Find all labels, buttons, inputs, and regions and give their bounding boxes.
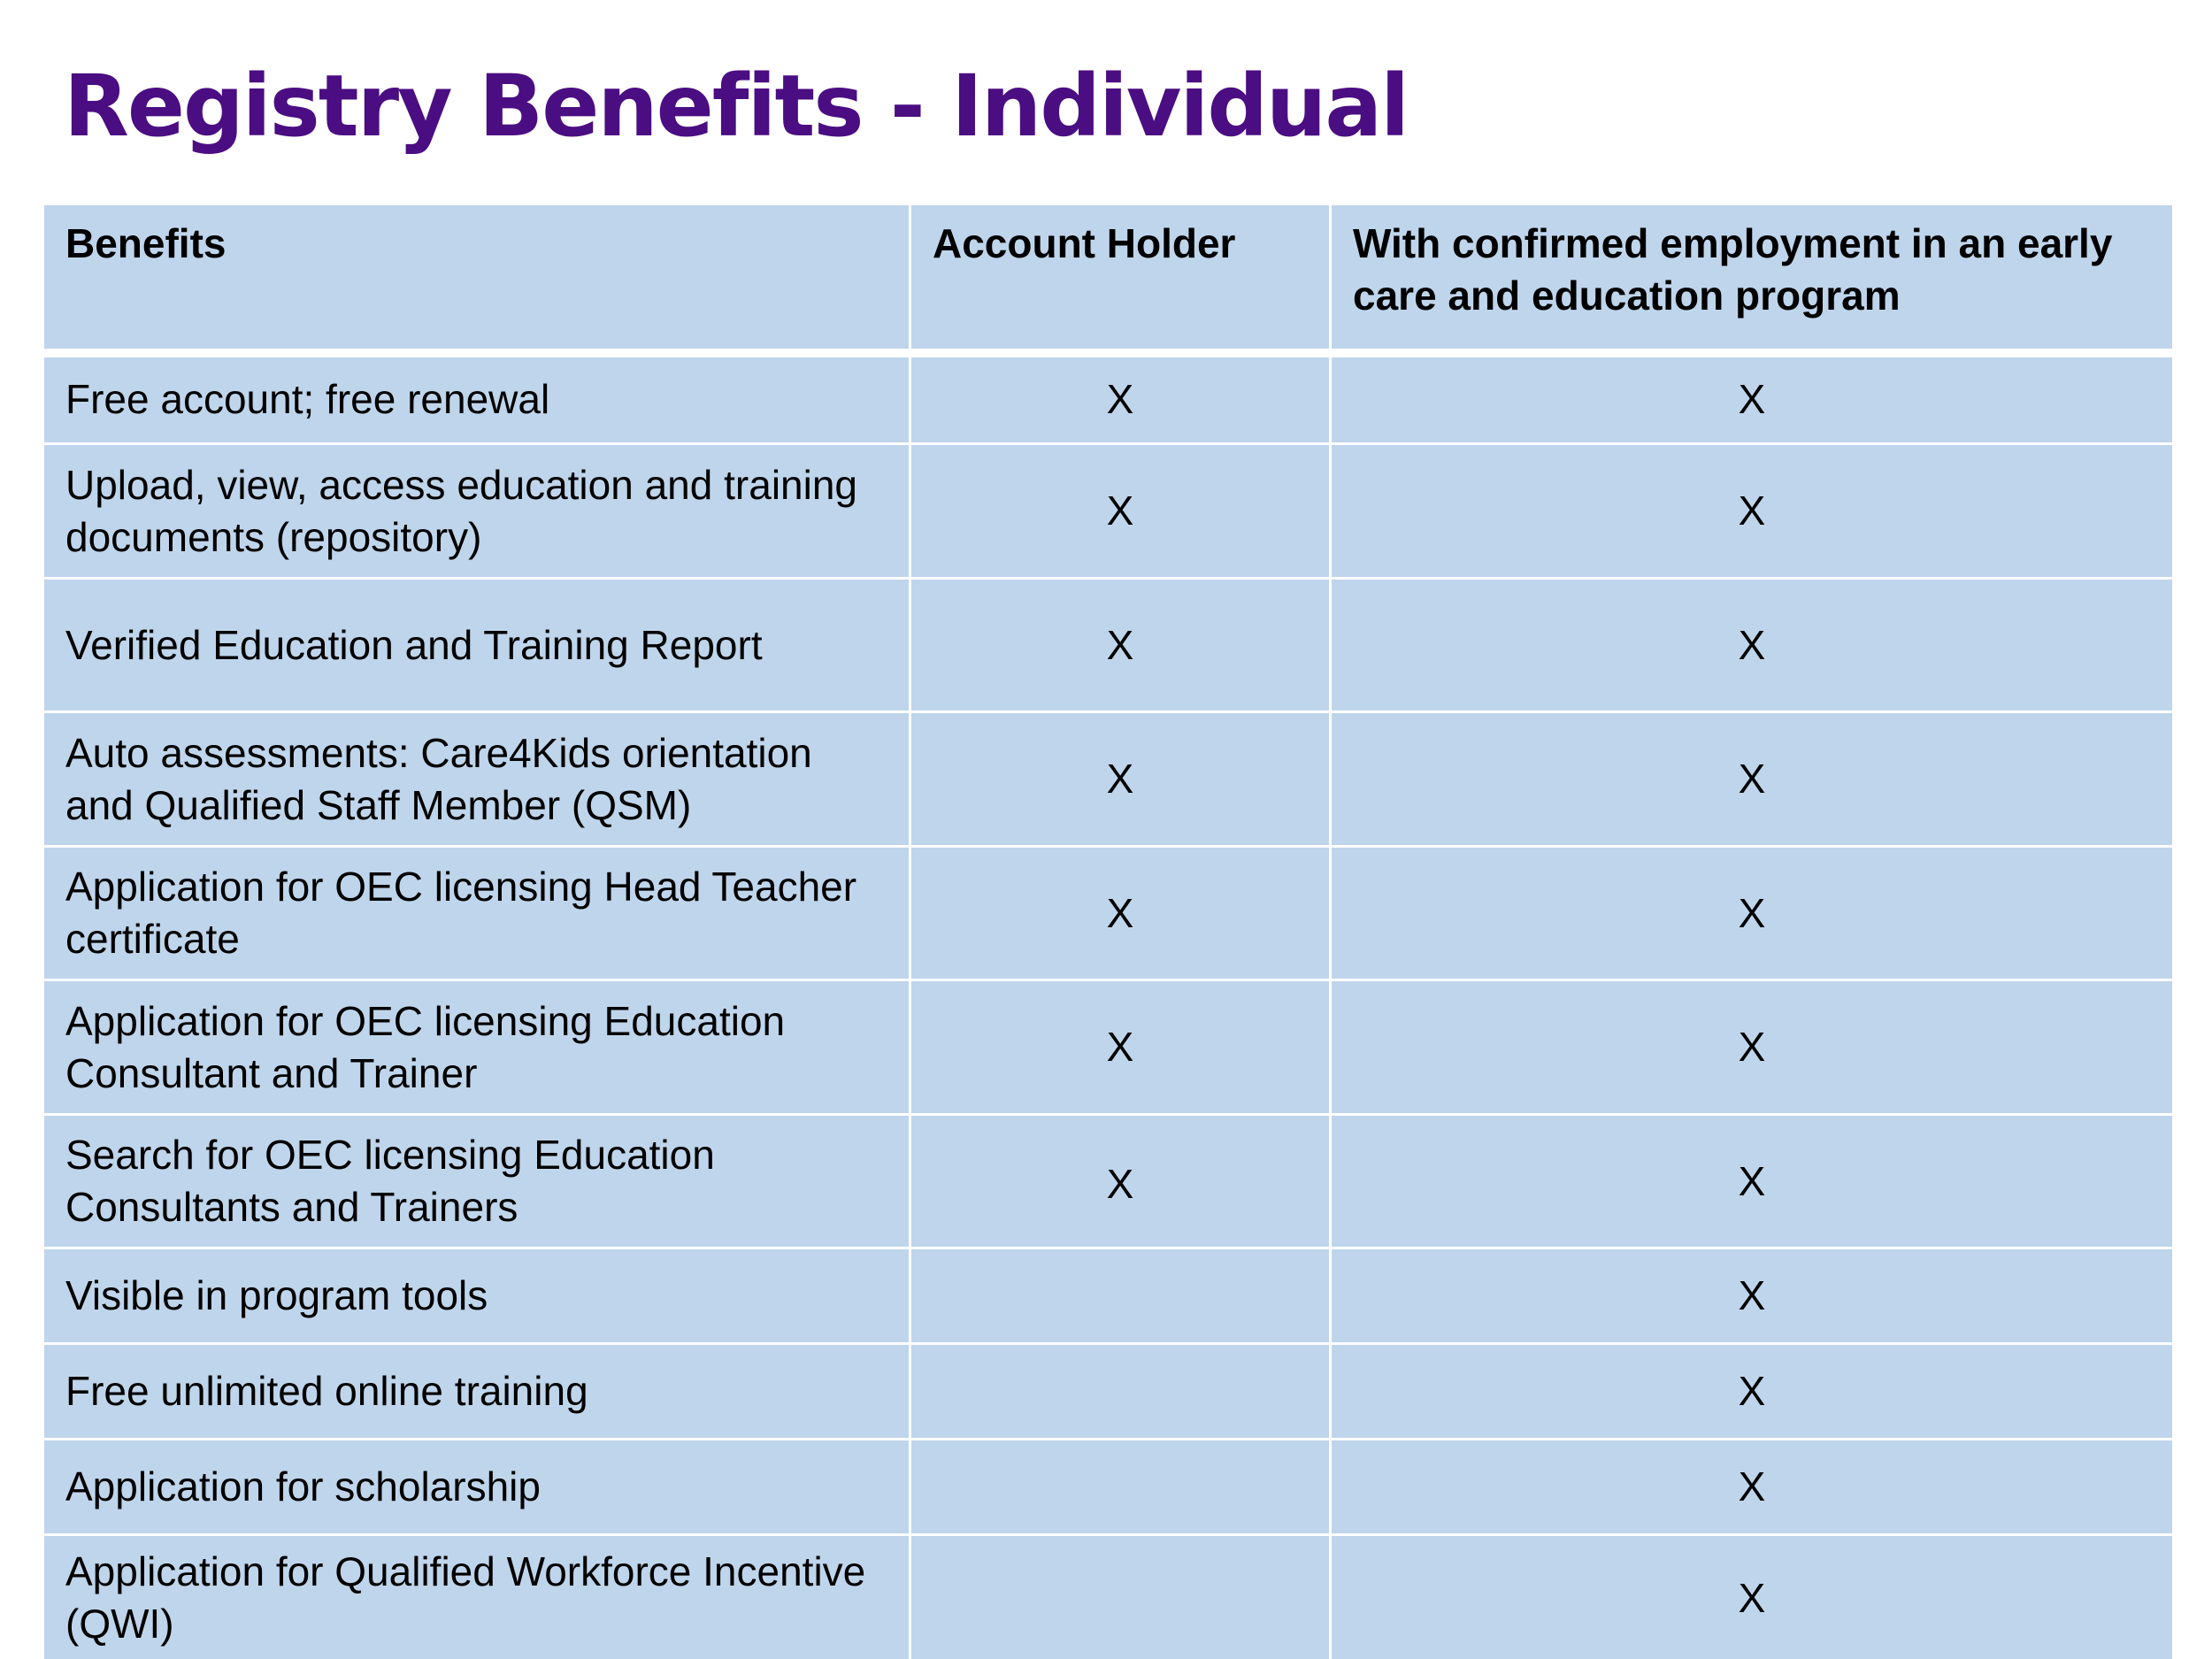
page-title: Registry Benefits - Individual bbox=[64, 57, 1409, 156]
benefit-cell: Application for OEC licensing Head Teacher certificate bbox=[43, 847, 910, 980]
account-holder-mark: X bbox=[910, 1115, 1331, 1248]
benefit-cell: Application for Qualified Workforce Incentive (QWI) bbox=[43, 1535, 910, 1659]
account-holder-mark bbox=[910, 1440, 1331, 1535]
employment-mark: X bbox=[1331, 579, 2174, 712]
table-row bbox=[43, 980, 2174, 1115]
table-row bbox=[43, 1115, 2174, 1248]
benefit-cell: Auto assessments: Care4Kids orientation and Qualified Staff Member (QSM) bbox=[43, 712, 910, 847]
employment-mark: X bbox=[1331, 444, 2174, 579]
account-holder-mark bbox=[910, 1535, 1331, 1659]
benefit-cell: Visible in program tools bbox=[43, 1248, 910, 1344]
employment-mark: X bbox=[1331, 1344, 2174, 1440]
benefit-cell: Free unlimited online training bbox=[43, 1344, 910, 1440]
header-confirmed-employment: With confirmed employment in an early care and education program bbox=[1331, 204, 2174, 353]
account-holder-mark: X bbox=[910, 444, 1331, 579]
table-header-row bbox=[43, 204, 2174, 353]
table-row bbox=[43, 847, 2174, 980]
employment-mark: X bbox=[1331, 980, 2174, 1115]
employment-mark: X bbox=[1331, 1535, 2174, 1659]
table-row bbox=[43, 1248, 2174, 1344]
account-holder-mark: X bbox=[910, 980, 1331, 1115]
benefit-cell: Application for scholarship bbox=[43, 1440, 910, 1535]
table-row bbox=[43, 1535, 2174, 1659]
account-holder-mark bbox=[910, 1248, 1331, 1344]
table-row bbox=[43, 444, 2174, 579]
account-holder-mark: X bbox=[910, 579, 1331, 712]
benefits-table bbox=[42, 203, 2175, 1659]
table-row bbox=[43, 579, 2174, 712]
employment-mark: X bbox=[1331, 1248, 2174, 1344]
account-holder-mark bbox=[910, 1344, 1331, 1440]
employment-mark: X bbox=[1331, 353, 2174, 444]
benefit-cell: Verified Education and Training Report bbox=[43, 579, 910, 712]
employment-mark: X bbox=[1331, 847, 2174, 980]
employment-mark: X bbox=[1331, 1115, 2174, 1248]
account-holder-mark: X bbox=[910, 353, 1331, 444]
header-benefits: Benefits bbox=[43, 204, 910, 353]
account-holder-mark: X bbox=[910, 847, 1331, 980]
benefit-cell: Application for OEC licensing Education Consultant and Trainer bbox=[43, 980, 910, 1115]
table-row bbox=[43, 712, 2174, 847]
table-row bbox=[43, 1344, 2174, 1440]
benefit-cell: Upload, view, access education and training documents (repository) bbox=[43, 444, 910, 579]
employment-mark: X bbox=[1331, 1440, 2174, 1535]
benefit-cell: Search for OEC licensing Education Consultants and Trainers bbox=[43, 1115, 910, 1248]
employment-mark: X bbox=[1331, 712, 2174, 847]
table-row bbox=[43, 1440, 2174, 1535]
table-row bbox=[43, 353, 2174, 444]
account-holder-mark: X bbox=[910, 712, 1331, 847]
header-account-holder: Account Holder bbox=[910, 204, 1331, 353]
benefit-cell: Free account; free renewal bbox=[43, 353, 910, 444]
